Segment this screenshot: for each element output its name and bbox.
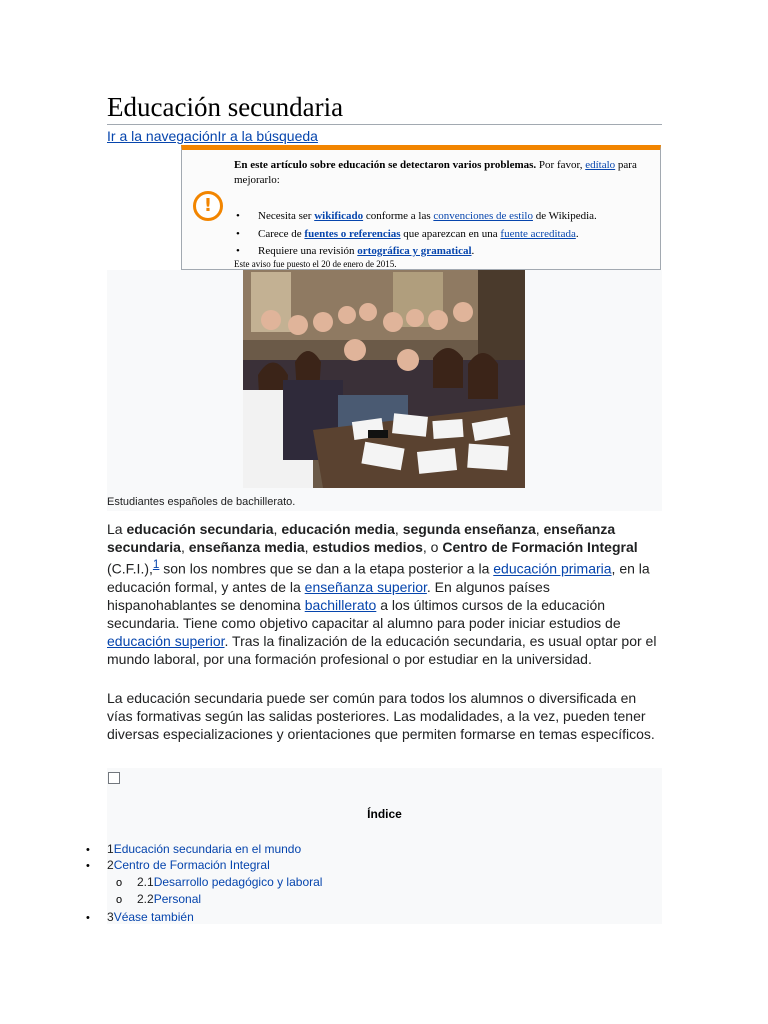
- toc-link[interactable]: Centro de Formación Integral: [113, 858, 270, 872]
- notice-intro-end: para mejorarlo:: [234, 159, 637, 186]
- bold-term: segunda enseñanza: [402, 521, 536, 537]
- text-run: (C.F.I.),: [107, 560, 153, 577]
- bullet-icon: •: [86, 844, 90, 856]
- exclamation-icon: !: [193, 191, 223, 221]
- toc-item[interactable]: [107, 910, 194, 924]
- grammar-review-link[interactable]: ortográfica y gramatical: [357, 245, 472, 257]
- bold-term: estudios medios: [312, 539, 423, 555]
- notice-intro-text: Por favor,: [536, 159, 586, 171]
- toc-link[interactable]: Personal: [153, 892, 202, 906]
- toc-item[interactable]: [137, 875, 322, 889]
- jump-to-search-link[interactable]: Ir a la búsqueda: [217, 128, 318, 144]
- bold-term: Centro de Formación Integral: [442, 539, 638, 555]
- notice-intro: [234, 158, 654, 188]
- intro-paragraph: [107, 520, 662, 668]
- toc-number: 1: [107, 842, 114, 856]
- toc-item[interactable]: [107, 858, 270, 872]
- edit-link[interactable]: edítalo: [585, 159, 616, 171]
- text-run: , o: [422, 539, 443, 555]
- issue-text: Requiere una revisión: [258, 245, 358, 257]
- text-run: La: [107, 521, 127, 537]
- text-run: ,: [180, 539, 189, 555]
- bold-term: enseñanza media: [188, 539, 305, 555]
- sources-link[interactable]: fuentes o referencias: [304, 227, 401, 240]
- toc-item[interactable]: [137, 892, 201, 906]
- toc-item[interactable]: [107, 842, 301, 856]
- reference-link[interactable]: 1: [152, 558, 160, 571]
- issue-text: que aparezcan en una: [400, 227, 501, 240]
- bullet-icon: •: [86, 860, 90, 872]
- toc-number: 3: [107, 910, 114, 924]
- wikify-link[interactable]: wikificado: [314, 210, 364, 222]
- notice-issue-list: [234, 208, 654, 261]
- bullet-icon: o: [116, 894, 123, 906]
- bold-term: educación secundaria: [126, 521, 274, 537]
- maintenance-notice: [181, 145, 661, 270]
- second-paragraph: La educación secundaria puede ser común para todos los alumnos o diversificada en vías formativas según las salidas posteriores. Las modalidades, a la vez, pueden tener diversas especializaciones y orientaciones que permiten formarse en temas específicos.: [107, 690, 655, 742]
- text-run: . Tras la finalización de la educación secundaria, es usual optar por el mundo laboral, por una formación profesional o por estudiar en la universidad.: [107, 632, 657, 667]
- text-run: a los últimos cursos de la educación secundaria. Tiene como objetivo capacitar al alumno para poder iniciar estudios de: [107, 596, 621, 631]
- notice-issue-item: [234, 226, 654, 244]
- toc-link[interactable]: Véase también: [113, 910, 194, 924]
- bullet-icon: •: [86, 912, 90, 924]
- bachillerato-link[interactable]: bachillerato: [304, 596, 377, 613]
- text-run: ,: [394, 521, 403, 537]
- jump-to-navigation-link[interactable]: Ir a la navegación: [107, 128, 218, 144]
- page-title: Educación secundaria: [107, 91, 662, 125]
- superior-education-link[interactable]: educación superior: [107, 632, 225, 649]
- issue-text: conforme a las: [363, 210, 434, 222]
- figure-caption: Estudiantes españoles de bachillerato.: [107, 496, 296, 508]
- issue-text: Carece de: [258, 227, 305, 240]
- reliable-source-link[interactable]: fuente acreditada: [500, 227, 576, 240]
- primary-education-link[interactable]: educación primaria: [493, 560, 612, 577]
- text-run: ,: [273, 521, 282, 537]
- notice-intro-bold: En este artículo sobre educación se detectaron varios problemas.: [234, 159, 537, 171]
- jump-links: [107, 128, 318, 144]
- students-photo[interactable]: [243, 270, 525, 488]
- issue-text: .: [471, 245, 475, 257]
- text-run: ,: [304, 539, 313, 555]
- issue-text: de Wikipedia.: [532, 210, 597, 222]
- issue-text: .: [575, 227, 579, 240]
- toc-toggle-checkbox[interactable]: [108, 772, 120, 784]
- text-run: son los nombres que se dan a la etapa posterior a la: [159, 560, 494, 577]
- toc-link[interactable]: Desarrollo pedagógico y laboral: [153, 875, 323, 889]
- text-run: , en la educación formal, y antes de la: [107, 560, 650, 595]
- toc-number: 2.2: [137, 892, 154, 906]
- notice-issue-item: [234, 243, 654, 261]
- higher-education-link[interactable]: enseñanza superior: [304, 578, 427, 595]
- text-run: . En algunos países hispanohablantes se denomina: [107, 578, 550, 613]
- bold-term: enseñanza secundaria: [107, 521, 616, 555]
- toc-number: 2.1: [137, 875, 154, 889]
- notice-date: Este aviso fue puesto el 20 de enero de 2015.: [234, 259, 397, 269]
- bold-term: educación media: [281, 521, 395, 537]
- notice-issue-item: [234, 208, 654, 226]
- toc-number: 2: [107, 858, 114, 872]
- text-run: ,: [535, 521, 544, 537]
- bullet-icon: o: [116, 877, 123, 889]
- issue-text: Necesita ser: [258, 210, 315, 222]
- style-conventions-link[interactable]: convenciones de estilo: [433, 210, 533, 222]
- toc-title: Índice: [367, 807, 402, 821]
- toc-link[interactable]: Educación secundaria en el mundo: [113, 842, 302, 856]
